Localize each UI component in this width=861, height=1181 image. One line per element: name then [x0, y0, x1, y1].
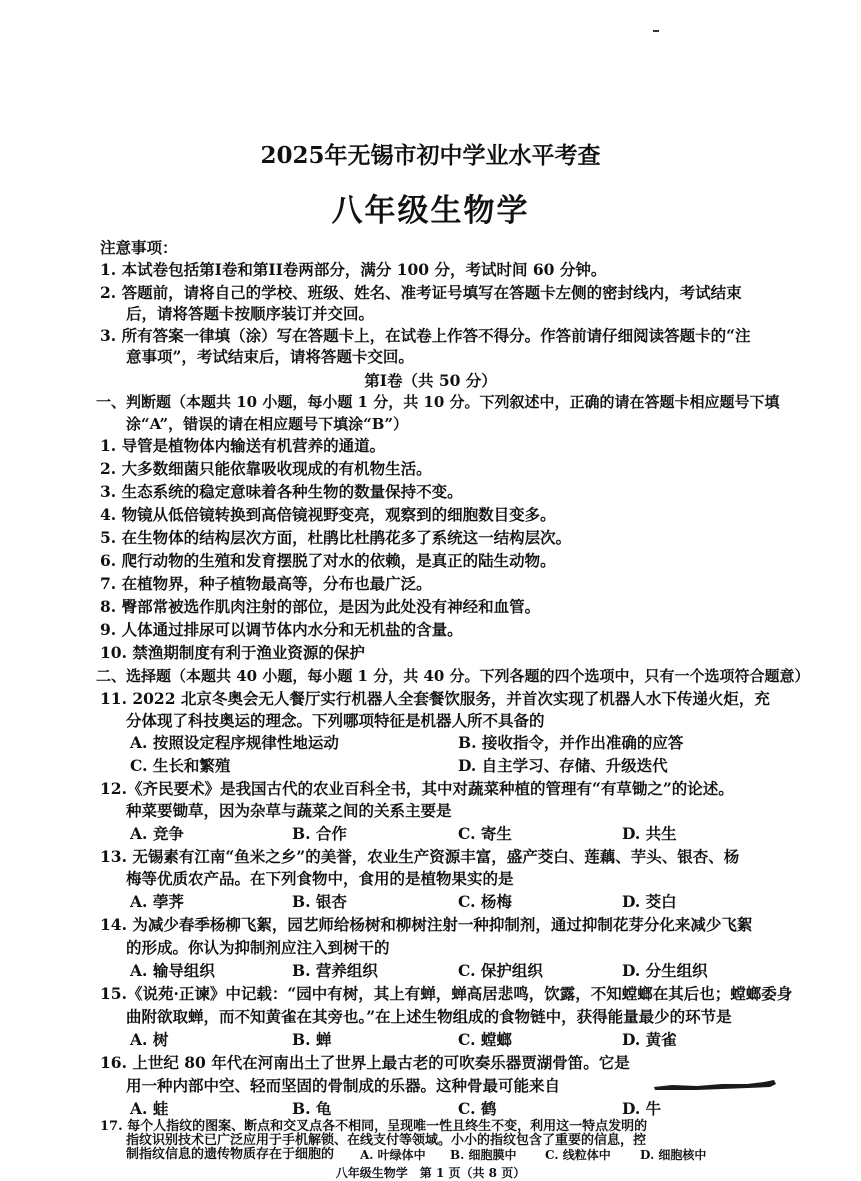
scan-speck — [653, 30, 659, 32]
note-1: 1. 本试卷包括第I卷和第II卷两部分，满分 100 分，考试时间 60 分钟。 — [100, 260, 607, 279]
q16-option-b: B. 龟 — [292, 1099, 332, 1118]
q11-option-c: C. 生长和繁殖 — [130, 756, 231, 775]
exam-title: 2025年无锡市初中学业水平考查 — [260, 142, 601, 169]
q16-option-c: C. 鹤 — [458, 1099, 497, 1118]
q13-stem-cont: 梅等优质农产品。在下列食物中，食用的是植物果实的是 — [126, 869, 514, 888]
q11-stem: 11. 2022 北京冬奥会无人餐厅实行机器人全套餐饮服务，并首次实现了机器人水下传递火炬，充 — [100, 689, 770, 708]
q12-stem-cont: 种菜要锄草，因为杂草与蔬菜之间的关系主要是 — [126, 801, 452, 820]
judge-item-2: 2. 大多数细菌只能依靠吸收现成的有机物生活。 — [100, 459, 432, 478]
q14-option-d: D. 分生组织 — [622, 961, 708, 980]
judge-item-6: 6. 爬行动物的生殖和发育摆脱了对水的依赖，是真正的陆生动物。 — [100, 551, 556, 570]
q15-option-c: C. 螳螂 — [458, 1030, 512, 1049]
judge-item-3: 3. 生态系统的稳定意味着各种生物的数量保持不变。 — [100, 482, 463, 501]
q14-option-b: B. 营养组织 — [292, 961, 378, 980]
q13-option-d: D. 茭白 — [622, 892, 677, 911]
q12-option-c: C. 寄生 — [458, 824, 512, 843]
note-3-cont: 意事项”，考试结束后，请将答题卡交回。 — [126, 347, 414, 366]
note-2: 2. 答题前，请将自己的学校、班级、姓名、准考证号填写在答题卡左侧的密封线内，考试结束 — [100, 283, 742, 302]
bone-flute-image — [652, 1076, 778, 1094]
q16-option-d: D. 牛 — [622, 1099, 662, 1118]
judge-instruction: 一、判断题（本题共 10 小题，每小题 1 分，共 10 分。下列叙述中，正确的请在答题卡相应题号下填 — [96, 393, 780, 411]
q13-option-c: C. 杨梅 — [458, 892, 512, 911]
judge-item-10: 10. 禁渔期制度有利于渔业资源的保护 — [100, 643, 365, 662]
part1-title: 第I卷（共 50 分） — [364, 371, 497, 390]
note-3: 3. 所有答案一律填（涂）写在答题卡上，在试卷上作答不得分。作答前请仔细阅读答题卡的“注 — [100, 326, 751, 345]
q14-stem: 14. 为减少春季杨柳飞絮，园艺师给杨树和柳树注射一种抑制剂，通过抑制花芽分化来减少飞絮 — [100, 915, 753, 934]
judge-item-7: 7. 在植物界，种子植物最高等，分布也最广泛。 — [100, 574, 432, 593]
q11-option-a: A. 按照设定程序规律性地运动 — [130, 733, 339, 752]
q17-option-b: B. 细胞膜中 — [450, 1148, 517, 1162]
q12-option-d: D. 共生 — [622, 824, 677, 843]
q17-stem-cont: 指纹识别技术已广泛应用于手机解锁、在线支付等领域。小小的指纹包含了重要的信息，控 — [126, 1133, 647, 1148]
page-footer: 八年级生物学 第 1 页（共 8 页） — [335, 1166, 526, 1180]
q17-option-a: A. 叶绿体中 — [360, 1148, 426, 1162]
q13-option-a: A. 荸荠 — [130, 892, 184, 911]
judge-instruction-cont: 涂“A”，错误的请在相应题号下填涂“B”） — [126, 415, 409, 433]
q11-stem-cont: 分体现了科技奥运的理念。下列哪项特征是机器人所不具备的 — [126, 711, 545, 730]
q14-option-a: A. 输导组织 — [130, 961, 215, 980]
q11-option-b: B. 接收指令，并作出准确的应答 — [458, 733, 684, 752]
subject-title: 八年级生物学 — [331, 193, 530, 229]
q17-stem: 17. 每个人指纹的图案、断点和交叉点各不相同，呈现唯一性且终生不变，利用这一特点发明的 — [100, 1119, 648, 1134]
q15-option-a: A. 树 — [130, 1030, 169, 1049]
choice-instruction: 二、选择题（本题共 40 小题，每小题 1 分，共 40 分。下列各题的四个选项中，只有一个选项符合题意） — [96, 667, 810, 685]
q17-stem-cont-2: 制指纹信息的遗传物质存在于细胞的 — [126, 1147, 335, 1162]
q13-option-b: B. 银杏 — [292, 892, 347, 911]
note-2-cont: 后，请将答题卡按顺序装订并交回。 — [126, 304, 375, 323]
judge-item-4: 4. 物镜从低倍镜转换到高倍镜视野变亮，观察到的细胞数目变多。 — [100, 505, 556, 524]
notes-heading: 注意事项： — [100, 238, 178, 257]
q16-stem-cont: 用一种内部中空、轻而坚固的骨制成的乐器。这种骨最可能来自 — [126, 1076, 561, 1095]
q15-option-d: D. 黄雀 — [622, 1030, 677, 1049]
judge-item-8: 8. 臀部常被选作肌肉注射的部位，是因为此处没有神经和血管。 — [100, 597, 541, 616]
q12-option-a: A. 竞争 — [130, 824, 184, 843]
judge-item-9: 9. 人体通过排尿可以调节体内水分和无机盐的含量。 — [100, 620, 463, 639]
q14-stem-cont: 的形成。你认为抑制剂应注入到树干的 — [126, 938, 390, 957]
q14-option-c: C. 保护组织 — [458, 961, 543, 980]
q12-stem: 12.《齐民要术》是我国古代的农业百科全书，其中对蔬菜种植的管理有“有草锄之”的论述。 — [100, 779, 734, 798]
judge-item-1: 1. 导管是植物体内输送有机营养的通道。 — [100, 436, 386, 455]
q12-option-b: B. 合作 — [292, 824, 347, 843]
q15-stem: 15.《说苑·正谏》中记载：“园中有树，其上有蝉，蝉高居悲鸣，饮露，不知螳螂在其后也；螳螂委身 — [100, 984, 793, 1003]
q17-option-d: D. 细胞核中 — [640, 1148, 707, 1162]
q16-option-a: A. 蛙 — [130, 1099, 169, 1118]
q15-stem-cont: 曲附欲取蝉，而不知黄雀在其旁也。”在上述生物组成的食物链中，获得能量最少的环节是 — [126, 1007, 732, 1026]
q13-stem: 13. 无锡素有江南“鱼米之乡”的美誉，农业生产资源丰富，盛产茭白、莲藕、芋头、银杏、杨 — [100, 847, 740, 866]
q11-option-d: D. 自主学习、存储、升级迭代 — [458, 756, 668, 775]
q15-option-b: B. 蝉 — [292, 1030, 332, 1049]
judge-item-5: 5. 在生物体的结构层次方面，杜鹃比杜鹃花多了系统这一结构层次。 — [100, 528, 572, 547]
q17-option-c: C. 线粒体中 — [545, 1148, 611, 1162]
q16-stem: 16. 上世纪 80 年代在河南出土了世界上最古老的可吹奏乐器贾湖骨笛。它是 — [100, 1053, 630, 1072]
